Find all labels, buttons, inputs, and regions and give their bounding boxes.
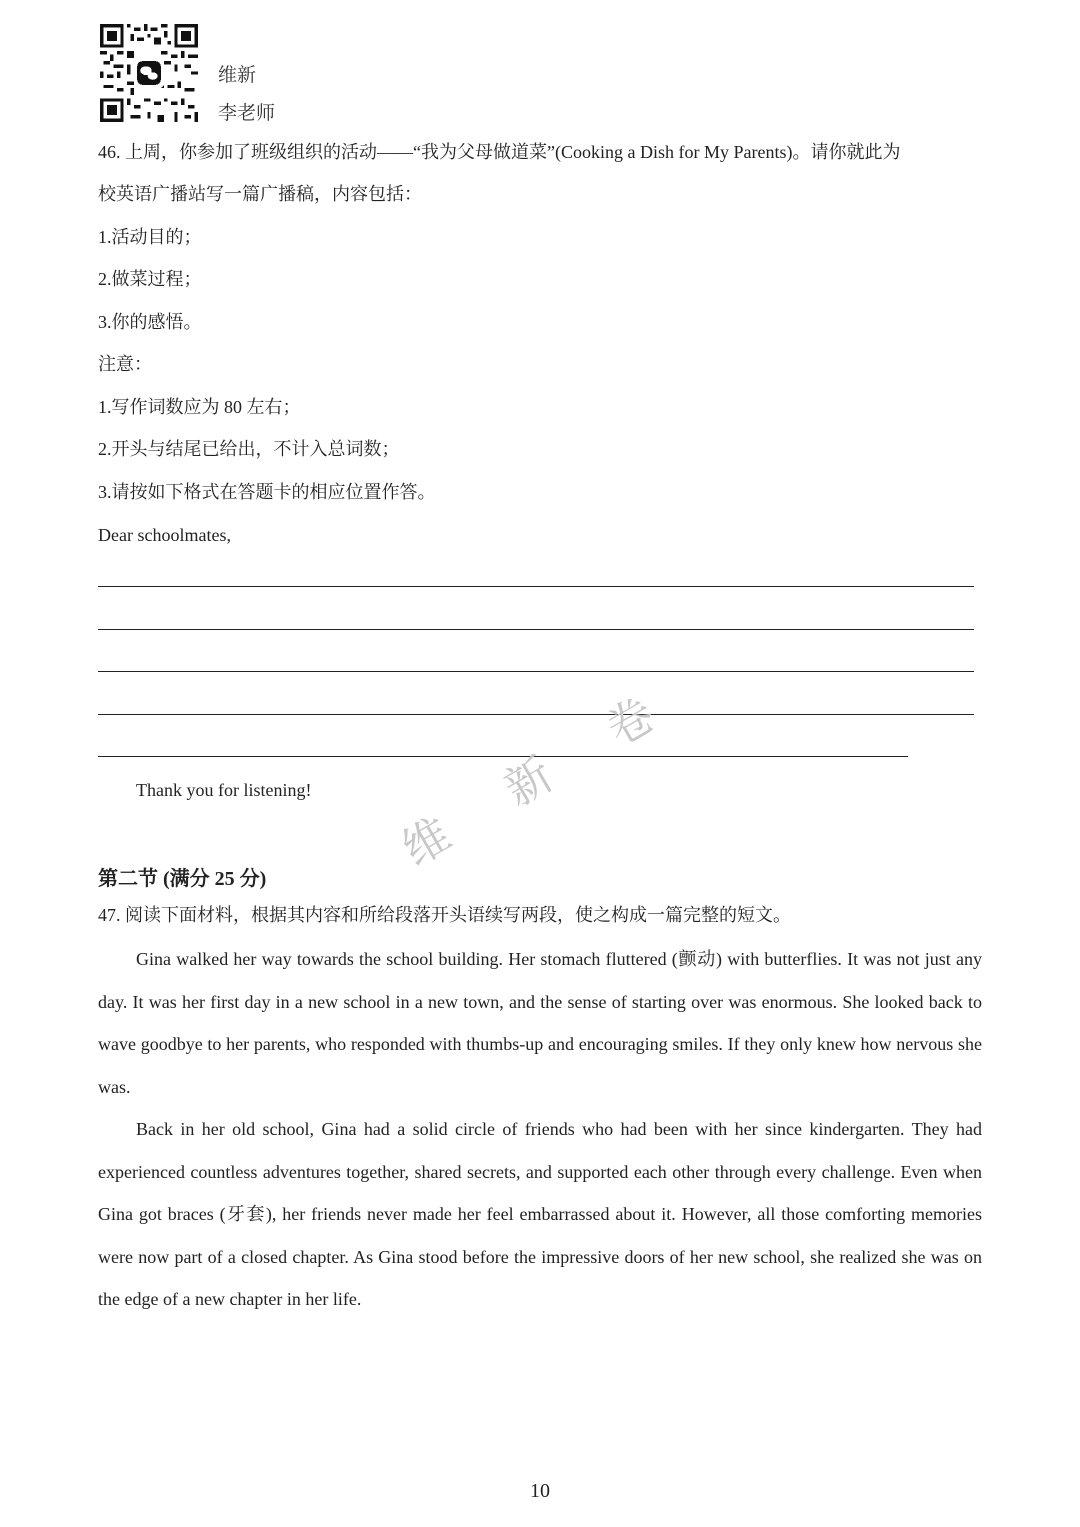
q47-prompt: 47. 阅读下面材料，根据其内容和所给段落开头语续写两段，使之构成一篇完整的短文。: [98, 905, 791, 925]
q46-item-2: 2.做菜过程；: [98, 269, 202, 289]
qr-caption-name: 维新: [218, 65, 257, 86]
wechat-qr-code: [100, 24, 198, 122]
q46-note-3: 3.请按如下格式在答题卡的相应位置作答。: [98, 482, 436, 502]
q46-item-1: 1.活动目的；: [98, 227, 202, 247]
watermark-char-2: 新: [495, 746, 562, 817]
story-paragraph-1: Gina walked her way towards the school building. Her stomach fluttered (颤动) with butterflies. It was not just any day. It was her first day in a new school in a new town, and the sense of starting over was enormous. She looked back to wave goodbye to her parents, who responded with thumbs-up and encouraging smiles. If they only knew how nervous she was.: [98, 949, 982, 1097]
q46-prompt-line1: 46. 上周，你参加了班级组织的活动——“我为父母做道菜”(Cooking a Dish for My Parents)。请你就此为: [98, 142, 901, 162]
answer-line-3: [98, 671, 974, 672]
watermark-char-3: 卷: [597, 686, 664, 757]
answer-line-4: [98, 714, 974, 715]
q46-item-3: 3.你的感悟。: [98, 312, 202, 332]
q46-note-2: 2.开头与结尾已给出，不计入总词数；: [98, 439, 400, 459]
answer-line-2: [98, 629, 974, 630]
q46-closing: Thank you for listening!: [136, 780, 312, 800]
watermark-char-1: 维: [393, 806, 460, 877]
page-number: 10: [530, 1480, 550, 1502]
q46-note-label: 注意：: [98, 354, 152, 374]
q46-salutation: Dear schoolmates,: [98, 525, 231, 545]
section-2-title: 第二节 (满分 25 分): [98, 868, 267, 890]
q46-note-1: 1.写作词数应为 80 左右；: [98, 397, 301, 417]
q46-prompt-line2: 校英语广播站写一篇广播稿，内容包括：: [98, 184, 422, 204]
story-paragraph-2: Back in her old school, Gina had a solid circle of friends who had been with her since kindergarten. They had experienced countless adventures together, shared secrets, and supported each other through every challenge. Even when Gina got braces (牙套), her friends never made her feel embarrassed about it. However, all those comforting memories were now part of a closed chapter. As Gina stood before the impressive doors of her new school, she realized she was on the edge of a new chapter in her life.: [98, 1119, 982, 1309]
qr-caption-teacher: 李老师: [218, 103, 276, 124]
answer-line-1: [98, 586, 974, 587]
